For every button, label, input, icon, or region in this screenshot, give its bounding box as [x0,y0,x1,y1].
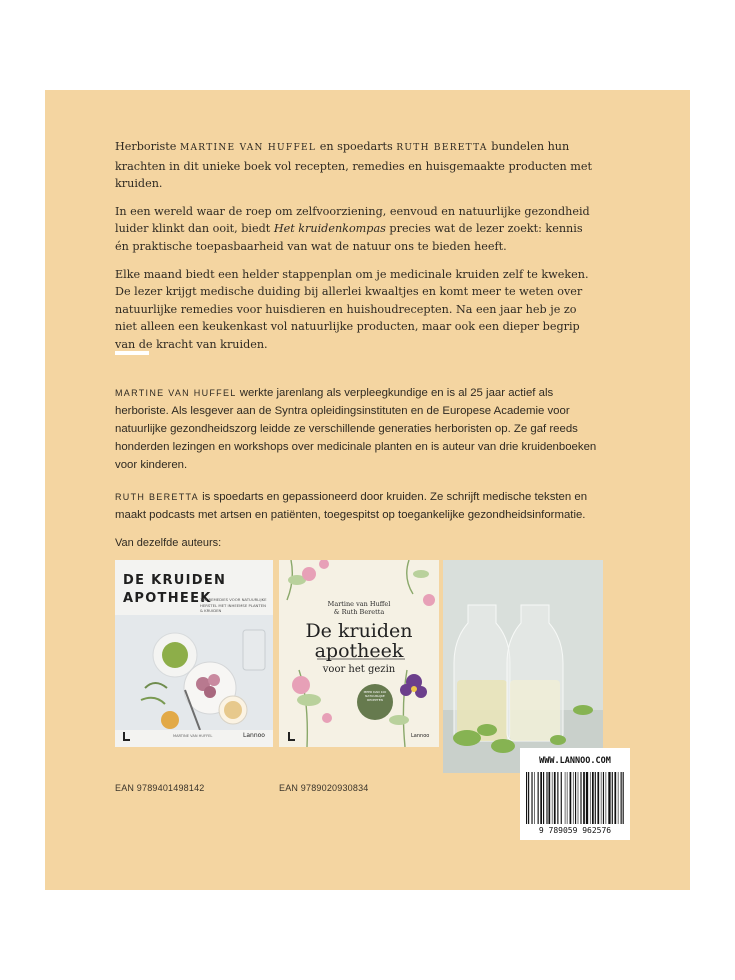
book-2-title-line-1: De kruiden [305,620,413,642]
barcode-bar [554,772,556,824]
same-authors-label: Van dezelfde auteurs: [115,537,222,549]
bio-ruth: RUTH BERETTA is spoedarts en gepassioneerd door kruiden. Ze schrijft medische teksten en maakt podcasts met artsen en patiënten, toegespitst op toegankelijke gezondheidsinformatie. [115,491,588,521]
book-1-title-line-1: DE KRUIDEN [123,573,227,588]
barcode-bar [601,772,602,824]
barcode-bar [534,772,535,824]
barcode-bar [578,772,579,824]
barcode-bar [561,772,562,824]
barcode-bar [557,772,558,824]
barcode-bar [612,772,613,824]
carafes-illustration [443,560,603,773]
book-2-authors-line-1: Martine van Huffel [327,600,391,608]
barcode-bar [608,772,610,824]
barcode-bar [580,772,581,824]
barcode-box [520,748,630,840]
ean-book-2: EAN 9789020930834 [279,783,369,793]
book-1-subtitle: 100 REMEDIES VOOR NATUURLIJKE HERSTEL MET INHEEMSE PLANTEN & KRUIDEN [200,597,267,613]
book-cover-2 [279,560,439,747]
intro-paragraph-1: Herboriste MARTINE VAN HUFFEL en spoedarts RUTH BERETTA bundelen hun krachten in dit unieke boek vol recepten, remedies en huisgemaakte producten met kruiden. [115,140,592,191]
barcode-bar [548,772,550,824]
barcode-bar [526,772,527,824]
book-2-publisher: Lannoo [411,733,430,739]
intro-paragraph-2: In een wereld waar de roep om zelfvoorziening, eenvoud en natuurlijke gezondheid luider klinkt dan ooit, biedt Het kruidenkompas precies wat de lezer zoekt: kennis én praktische toepasbaarheid van wat de natuur ons te bieden heeft. [115,204,590,253]
barcode-bar [570,772,572,824]
book-2-authors-line-2: & Ruth Beretta [333,608,385,616]
book-2-title-line-2: apotheek [314,640,404,662]
book-1-title-line-2: APOTHEEK [123,591,212,606]
bio-martine: MARTINE VAN HUFFEL werkte jarenlang als verpleegkundige en is al 25 jaar actief als herboriste. Als lesgever aan de Syntra opleidingsinstituten en de Europese Academie voor natuurlijke gezondheidszorg leidde ze verschillende generaties herboristen op. Ze gaf reeds honderden lezingen en workshops over medicinale planten en is auteur van drie kruidenboeken voor kinderen. [115,387,597,471]
book-1-authors: MARTINE VAN HUFFEL [173,734,213,738]
barcode-bar [590,772,591,824]
barcode-bar [565,772,566,824]
author-name-martine: MARTINE VAN HUFFEL [179,143,317,153]
barcode-bar [603,772,604,824]
barcode-bar [623,772,624,824]
barcode-bar [575,772,576,824]
divider-bar [115,351,149,355]
barcode-digits: 9 789059 962576 [538,826,612,835]
barcode-bars [526,772,626,828]
intro-text [115,138,595,364]
book-1-publisher-logo [123,732,130,741]
barcode-bar [618,772,619,824]
intro-paragraph-3: Elke maand biedt een helder stappenplan om je medicinale kruiden zelf te kweken. De lezer krijgt medische duiding bij allerlei kwaaltjes en komt meer te weten over natuurlijke remedies voor huisdieren en huishoudrecepten. Na een jaar heb je zo niet alleen een keukenkast vol natuurlijke producten, maar ook een dieper begrip van de kracht van kruiden. [115,267,589,351]
barcode-bar [583,772,585,824]
book-title-italic: Het kruidenkompas [273,222,386,236]
author-name-ruth: RUTH BERETTA [396,143,488,153]
barcode-bar [595,772,596,824]
book-cover-1 [115,560,273,747]
barcode-bar [546,772,547,824]
barcode-bar [597,772,599,824]
barcode-bar [621,772,622,824]
book-2-title-line-3: voor het gezin [322,664,396,675]
author-bios [115,384,602,534]
barcode-bar [592,772,594,824]
barcode-bar [606,772,607,824]
book-2-badge: MEER DAN 100 NATUURLIJKE RECEPTEN [363,690,387,702]
book-1-photo [115,560,273,747]
barcode-bar [540,772,542,824]
barcode-bar [531,772,532,824]
barcode-bar [543,772,544,824]
barcode-bar [614,772,616,824]
publisher-url: WWW.LANNOO.COM [539,756,611,766]
ean-book-1: EAN 9789401498142 [115,783,205,793]
barcode-bar [586,772,588,824]
photo-carafes [443,560,603,773]
barcode-bar [567,772,568,824]
barcode-bar [528,772,529,824]
barcode-bar [538,772,539,824]
barcode-bar [552,772,553,824]
barcode-bar [573,772,574,824]
book-2-publisher-logo [288,732,295,741]
book-1-publisher: Lannoo [243,732,265,739]
